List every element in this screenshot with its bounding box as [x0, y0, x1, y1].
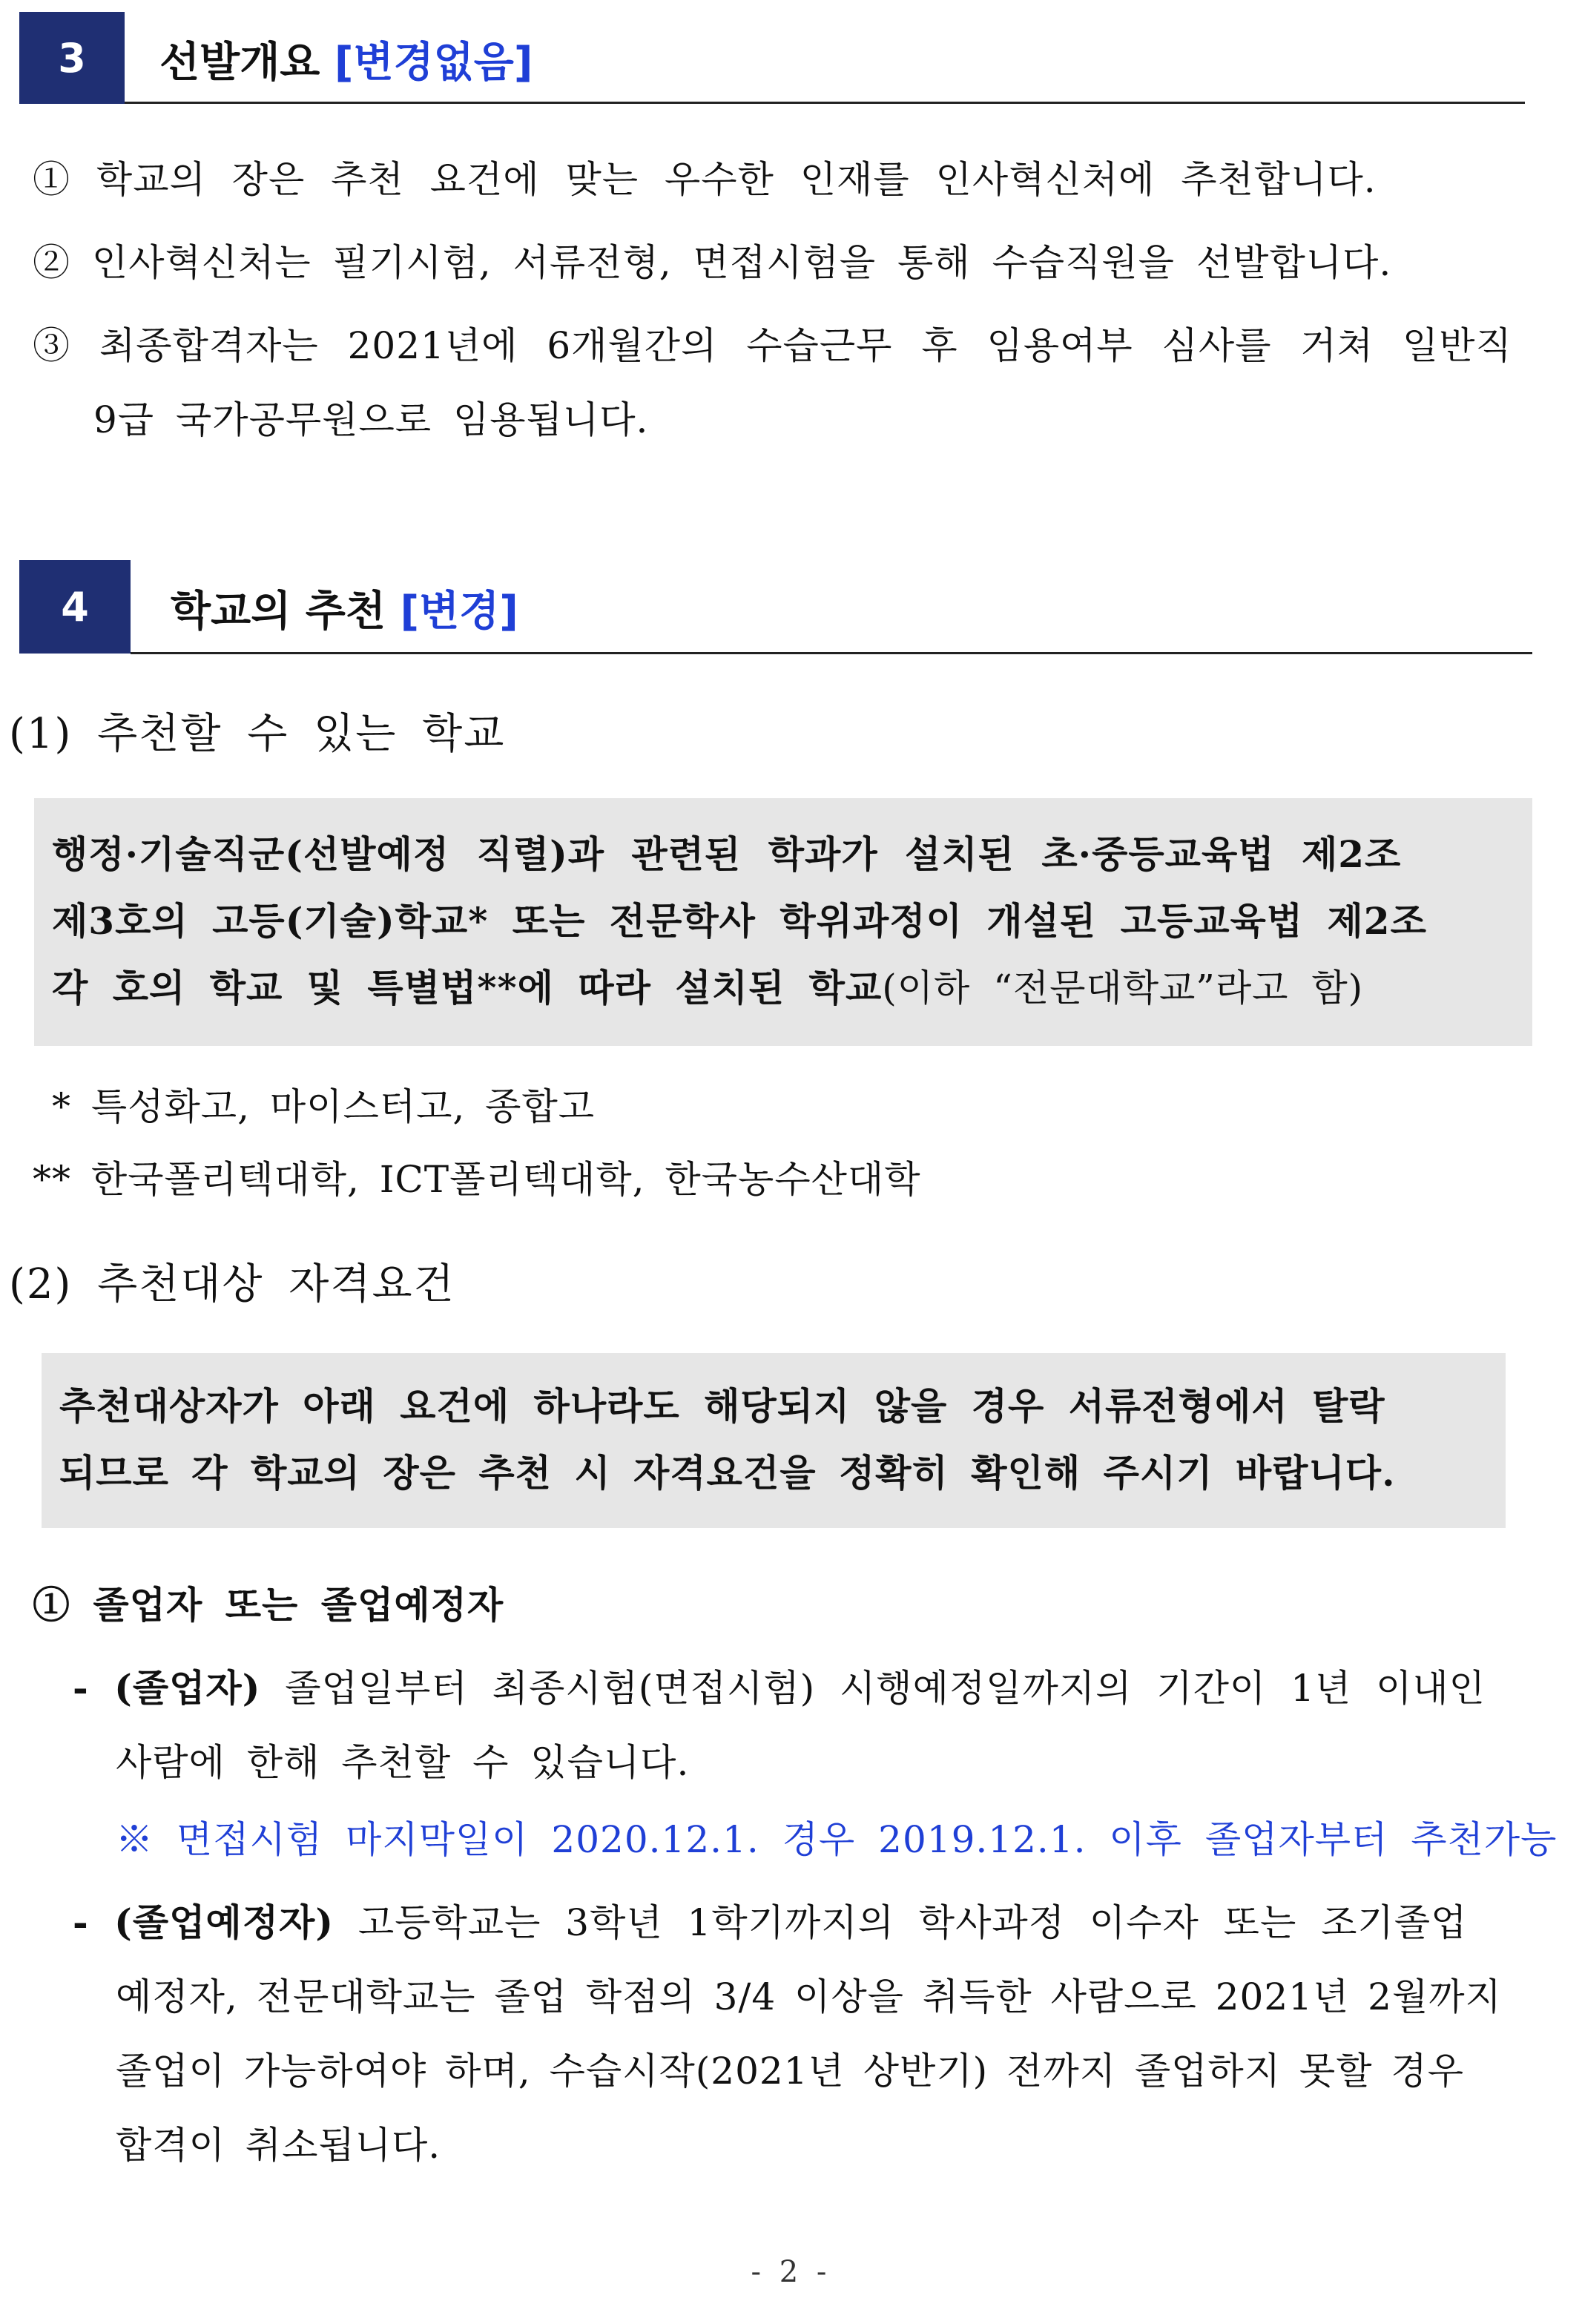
section-4-number-box	[19, 560, 131, 654]
section-4-number: 4	[61, 583, 89, 631]
requirements-notice-box	[42, 1353, 1506, 1528]
section-4-tag: [변경]	[400, 587, 518, 636]
section-3-number-box	[19, 12, 125, 104]
note-specialized-schools: * 특성화고, 마이스터고, 종합고	[52, 1085, 596, 1128]
section-3-item-3-cont: 9급 국가공무원으로 임용됩니다.	[93, 398, 649, 441]
section-3-title: 선발개요 [변경없음]	[159, 39, 533, 87]
graduate-line-1: - (졸업자) 졸업일부터 최종시험(면접시험) 시행예정일까지의 기간이 1년 이내인	[73, 1666, 1486, 1710]
eligible-schools-line-3-tail: (이하 “전문대학교”라고 함)	[882, 967, 1364, 1010]
subsection-2-heading: (2) 추천대상 자격요건	[9, 1260, 455, 1309]
expected-label: - (졸업예정자)	[73, 1900, 334, 1944]
eligible-schools-line-2: 제3호의 고등(기술)학교* 또는 전문학사 학위과정이 개설된 고등교육법 제2조	[52, 899, 1427, 943]
section-3-number: 3	[58, 34, 86, 82]
section-4-title: 학교의 추천 [변경]	[171, 587, 518, 636]
expected-line-3: 졸업이 가능하여야 하며, 수습시작(2021년 상반기) 전까지 졸업하지 못할 경우	[116, 2050, 1465, 2093]
graduate-line-2: 사람에 한해 추천할 수 있습니다.	[116, 1741, 690, 1784]
requirements-notice-line-2: 되므로 각 학교의 장은 추천 시 자격요건을 정확히 확인해 주시기 바랍니다.	[59, 1451, 1396, 1495]
subsection-1-heading: (1) 추천할 수 있는 학교	[9, 710, 506, 758]
section-4-rule	[131, 652, 1532, 654]
graduate-label: - (졸업자)	[73, 1666, 261, 1710]
requirement-1-heading: ① 졸업자 또는 졸업예정자	[33, 1583, 504, 1627]
page-number: - 2 -	[751, 2255, 831, 2289]
section-3-item-3: ③ 최종합격자는 2021년에 6개월간의 수습근무 후 임용여부 심사를 거쳐 일반직	[33, 324, 1512, 367]
graduate-note: ※ 면접시험 마지막일이 2020.12.1. 경우 2019.12.1. 이후 졸업자부터 추천가능	[116, 1818, 1558, 1861]
expected-line-2: 예정자, 전문대학교는 졸업 학점의 3/4 이상을 취득한 사람으로 2021년 2월까지	[116, 1975, 1502, 2018]
requirements-notice-line-1: 추천대상자가 아래 요건에 하나라도 해당되지 않을 경우 서류전형에서 탈락	[59, 1384, 1385, 1428]
section-3-item-1: ① 학교의 장은 추천 요건에 맞는 우수한 인재를 인사혁신처에 추천합니다.	[33, 158, 1377, 201]
section-3-tag: [변경없음]	[334, 39, 533, 87]
eligible-schools-line-3: 각 호의 학교 및 특별법**에 따라 설치된 학교(이하 “전문대학교”라고 함)	[52, 966, 1364, 1010]
expected-line-1: - (졸업예정자) 고등학교는 3학년 1학기까지의 학사과정 이수자 또는 조기졸업	[73, 1900, 1468, 1944]
expected-line-4: 합격이 취소됩니다.	[116, 2124, 441, 2167]
section-3-rule	[125, 102, 1525, 104]
eligible-schools-line-1: 행정·기술직군(선발예정 직렬)과 관련된 학과가 설치된 초·중등교육법 제2조	[52, 832, 1402, 876]
note-special-colleges: ** 한국폴리텍대학, ICT폴리텍대학, 한국농수산대학	[33, 1158, 921, 1201]
section-3-item-2: ② 인사혁신처는 필기시험, 서류전형, 면접시험을 통해 수습직원을 선발합니다.	[33, 241, 1392, 284]
